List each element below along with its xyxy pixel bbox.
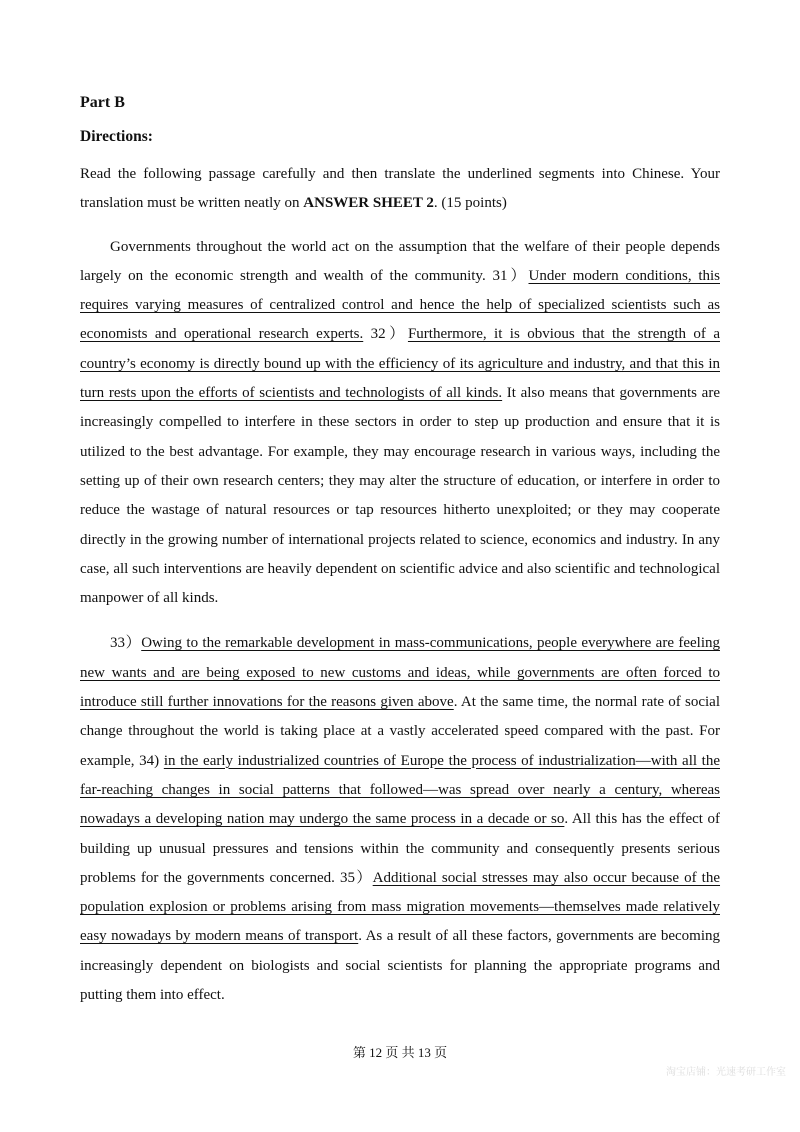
paragraph-2-text-4: . As a result of all these factors, governments are becoming increasingly dependent on biologists and social scientists for planning the appropriate programs and putting them into effect.	[80, 928, 720, 1004]
paragraph-1-text-2: 32）	[363, 326, 408, 343]
underlined-segment-35: Additional social stresses may also occur because of the population explosion or problems arising from mass migration movements—themselves made relatively easy nowadays by modern means of transport	[80, 869, 721, 945]
underlined-segment-31: Under modern conditions, this requires varying measures of centralized control and hence the help of specialized scientists such as economists and operational research experts.	[80, 267, 720, 343]
paragraph-2-text-3: . All this has the effect of building up unusual pressures and tensions within the community and consequently presents serious problems for the governments concerned. 35）	[80, 811, 720, 886]
instructions-after: . (15 points)	[433, 195, 507, 212]
passage-paragraph-1	[80, 233, 720, 614]
instructions-text	[80, 160, 720, 219]
underlined-segment-33: Owing to the remarkable development in mass-communications, people everywhere are feeling new wants and are being exposed to new customs and ideas, while governments are often forced to introduce still further innovations for the reasons given above	[80, 635, 720, 711]
paragraph-2-text-1: 33）	[110, 635, 142, 652]
section-heading: Part B	[80, 94, 125, 111]
paragraph-1-text-3: It also means that governments are increasingly compelled to interfere in these sectors in order to step up production and ensure that it is utilized to the best advantage. For example, they may encourage research in various ways, including the setting up of their own research centers; they may alter the structure of education, or interfere in order to reduce the wastage of natural resources or tap resources hitherto unexploited; or they may cooperate directly in the growing number of international projects related to science, economics and industry. In any case, all such interventions are heavily dependent on scientific advice and also scientific and technological manpower of all kinds.	[80, 385, 720, 607]
instructions-before: Read the following passage carefully and then translate the underlined segments into Chinese. Your translation must be written neatly on	[80, 166, 720, 212]
answer-sheet-label: ANSWER SHEET 2	[303, 195, 434, 212]
underlined-segment-32: Furthermore, it is obvious that the strength of a country’s economy is directly bound up with the efficiency of its agriculture and industry, and that this in turn rests upon the efforts of scientists and technologists of all kinds.	[80, 326, 720, 402]
paragraph-1-text-1: Governments throughout the world act on the assumption that the welfare of their people depends largely on the economic strength and wealth of the community. 31）	[80, 238, 720, 284]
document-page	[80, 92, 720, 1010]
passage-paragraph-2	[80, 629, 720, 1010]
paragraph-2-text-2: . At the same time, the normal rate of social change throughout the world is taking place at a vastly accelerated speed compared with the past. For example, 34)	[80, 694, 720, 769]
underlined-segment-34: in the early industrialized countries of Europe the process of industrialization—with all the far-reaching changes in social patterns that followed—was spread over nearly a century, whereas nowadays a developing nation may undergo the same process in a decade or so	[80, 752, 720, 828]
directions-heading: Directions:	[80, 128, 153, 145]
page-number-footer: 第 12 页 共 13 页	[352, 1045, 448, 1060]
shop-watermark: 淘宝店铺：光速考研工作室	[666, 1067, 786, 1078]
